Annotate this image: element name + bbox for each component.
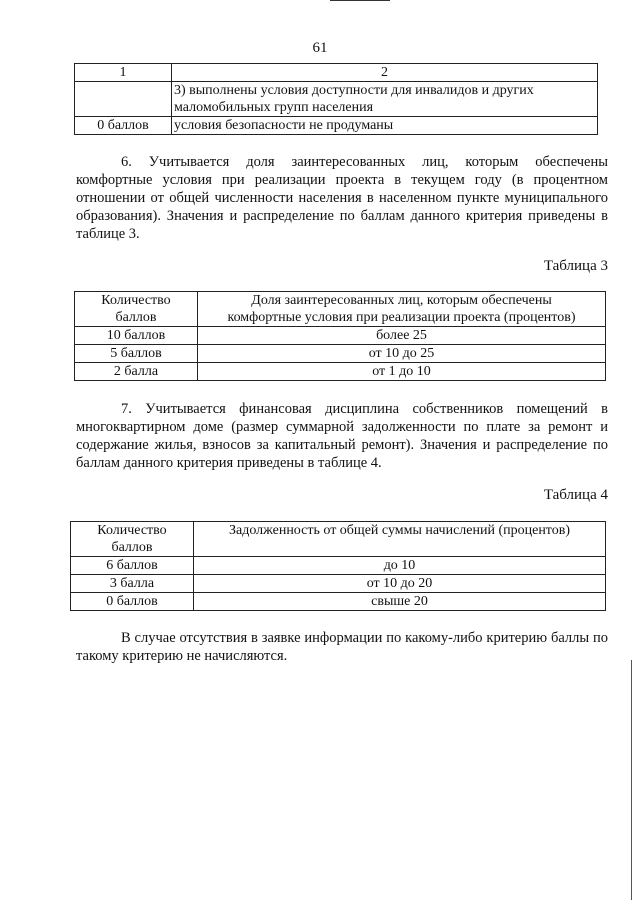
table-row [71, 557, 606, 575]
header-col-2: 2 [172, 64, 598, 82]
header-score: Количество баллов [75, 292, 198, 327]
score-cell: 6 баллов [71, 557, 194, 575]
score-cell: 0 баллов [71, 593, 194, 611]
paragraph-number: 6. [121, 154, 132, 170]
table-4 [70, 521, 606, 611]
table-row [75, 345, 606, 363]
header-score: Количество баллов [71, 522, 194, 557]
paragraph-7 [76, 400, 608, 472]
paragraph-text: Учитывается доля заинтересованных лиц, которым обеспечены комфортные условия при реализации проекта в текущем году (в процентном отношении от общей численности населения в населенном пункте муниципального образования). Значения и распределение по баллам данного критерия приведены в таблице 3. [76, 154, 608, 242]
criterion-cell [172, 82, 598, 117]
table-header-row [75, 292, 606, 327]
table-continuation [74, 63, 598, 135]
value-cell: от 10 до 25 [198, 345, 606, 363]
value-cell: от 10 до 20 [194, 575, 606, 593]
header-share: Доля заинтересованных лиц, которым обеспечены комфортные условия при реализации проекта (процентов) [198, 292, 606, 327]
value-cell: свыше 20 [194, 593, 606, 611]
table-header-row [71, 522, 606, 557]
score-cell: 5 баллов [75, 345, 198, 363]
page-number: 61 [312, 40, 328, 56]
paragraph-text: В случае отсутствия в заявке информации по какому-либо критерию баллы по такому критерию не начисляются. [76, 630, 608, 664]
table-row [75, 363, 606, 381]
paragraph-text: Учитывается финансовая дисциплина собственников помещений в многоквартирном доме (размер суммарной задолженности по плате за ремонт и содержание жилья, взносов за капитальный ремонт). Значения и распределение по баллам данного критерия приведены в таблице 4. [76, 401, 609, 471]
paragraph-number: 7. [121, 401, 132, 417]
score-cell: 2 балла [75, 363, 198, 381]
table-3 [74, 291, 606, 381]
paragraph-6 [76, 153, 608, 243]
table-row [71, 575, 606, 593]
value-cell: от 1 до 10 [198, 363, 606, 381]
header-col-1: 1 [75, 64, 172, 82]
table-header-row [75, 64, 598, 82]
score-cell: 0 баллов [75, 117, 172, 135]
criterion-line: маломобильных групп населения [174, 100, 374, 115]
table-row [75, 327, 606, 345]
final-paragraph [76, 629, 608, 665]
score-cell: 3 балла [71, 575, 194, 593]
value-cell: более 25 [198, 327, 606, 345]
value-cell: до 10 [194, 557, 606, 575]
score-cell: 10 баллов [75, 327, 198, 345]
header-debt: Задолженность от общей суммы начислений (процентов) [194, 522, 606, 557]
scan-artifact-right [631, 660, 632, 900]
table-row [75, 117, 598, 135]
table-4-caption: Таблица 4 [543, 487, 608, 503]
scan-artifact-top [330, 0, 390, 1]
criterion-line: 3) выполнены условия доступности для инвалидов и других [174, 83, 534, 98]
score-cell [75, 82, 172, 117]
table-row [71, 593, 606, 611]
table-3-caption: Таблица 3 [543, 258, 608, 274]
table-row [75, 82, 598, 117]
criterion-cell: условия безопасности не продуманы [172, 117, 598, 135]
